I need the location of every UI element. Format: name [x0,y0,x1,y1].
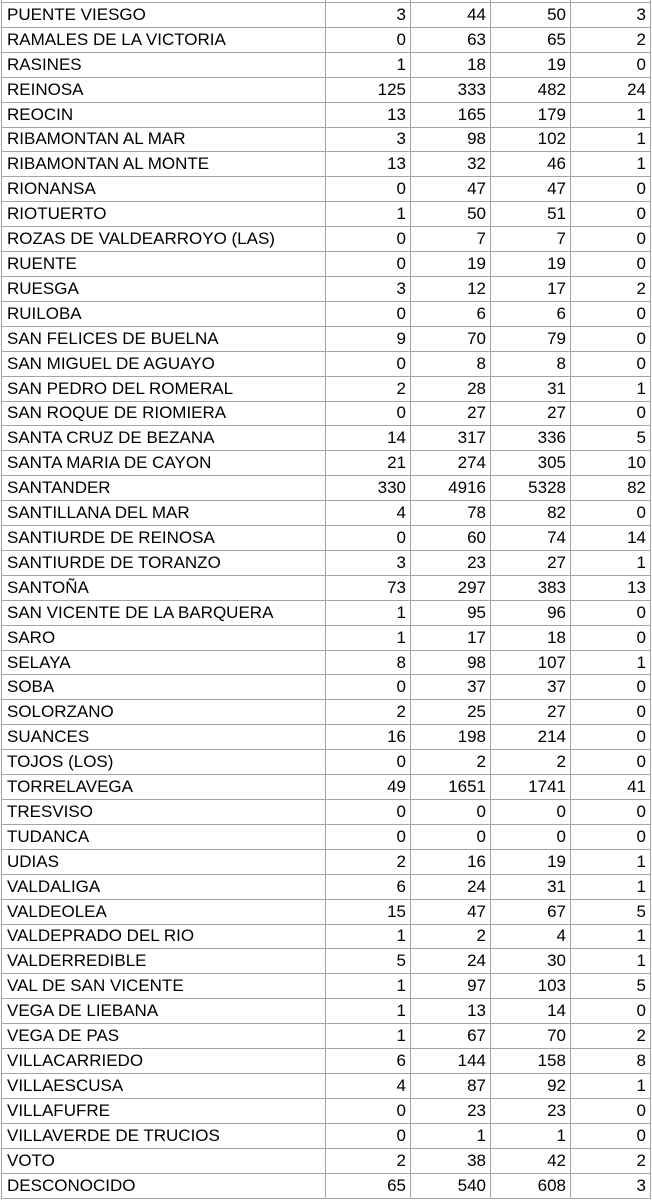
value-cell-2[interactable]: 18 [411,53,491,77]
municipality-cell[interactable]: SUANCES [2,725,326,749]
value-cell-4[interactable]: 2 [571,1149,651,1173]
value-cell-2[interactable]: 28 [411,377,491,401]
municipality-cell[interactable]: PUENTE VIESGO [2,3,326,27]
value-cell-2[interactable]: 144 [411,1049,491,1073]
table-row [2,1149,651,1174]
value-cell-3[interactable]: 7 [491,227,571,251]
value-cell-2[interactable]: 47 [411,177,491,201]
value-cell-1[interactable]: 3 [326,277,411,301]
municipality-cell[interactable]: ROZAS DE VALDEARROYO (LAS) [2,227,326,251]
value-cell-2[interactable]: 0 [411,800,491,824]
municipality-cell[interactable]: TOJOS (LOS) [2,750,326,774]
value-cell-4[interactable]: 1 [571,103,651,127]
value-cell-3[interactable]: 6 [491,302,571,326]
value-cell-4[interactable]: 24 [571,78,651,102]
value-cell-4[interactable]: 2 [571,1024,651,1048]
value-cell-2[interactable]: 97 [411,974,491,998]
table-row [2,850,651,875]
municipality-cell[interactable]: RIBAMONTAN AL MONTE [2,152,326,176]
partial-cell [2,0,326,2]
table-row [2,651,651,676]
value-cell-2[interactable]: 0 [411,825,491,849]
value-cell-4[interactable]: 0 [571,999,651,1023]
table-row [2,277,651,302]
municipality-cell[interactable]: VALDEPRADO DEL RIO [2,925,326,949]
value-cell-4[interactable]: 0 [571,177,651,201]
value-cell-1[interactable]: 0 [326,825,411,849]
value-cell-1[interactable]: 6 [326,1049,411,1073]
value-cell-1[interactable]: 21 [326,451,411,475]
value-cell-1[interactable]: 16 [326,725,411,749]
value-cell-1[interactable]: 2 [326,700,411,724]
value-cell-3[interactable]: 92 [491,1074,571,1098]
value-cell-4[interactable]: 0 [571,352,651,376]
value-cell-3[interactable]: 0 [491,825,571,849]
value-cell-1[interactable]: 0 [326,252,411,276]
table-row [2,327,651,352]
value-cell-4[interactable]: 1 [571,128,651,152]
municipality-cell[interactable]: VALDALIGA [2,875,326,899]
table-row [2,103,651,128]
value-cell-3[interactable]: 96 [491,601,571,625]
municipality-cell[interactable]: SELAYA [2,651,326,675]
value-cell-2[interactable]: 60 [411,526,491,550]
municipality-cell[interactable]: SAN FELICES DE BUELNA [2,327,326,351]
value-cell-3[interactable]: 19 [491,850,571,874]
value-cell-1[interactable]: 3 [326,128,411,152]
value-cell-4[interactable]: 5 [571,426,651,450]
table-row [2,1074,651,1099]
value-cell-4[interactable]: 10 [571,451,651,475]
value-cell-2[interactable]: 47 [411,900,491,924]
table-row [2,476,651,501]
value-cell-3[interactable]: 31 [491,875,571,899]
municipality-cell[interactable]: SOBA [2,675,326,699]
value-cell-2[interactable]: 297 [411,576,491,600]
value-cell-1[interactable]: 0 [326,526,411,550]
value-cell-3[interactable]: 82 [491,501,571,525]
table-row [2,352,651,377]
value-cell-3[interactable]: 27 [491,551,571,575]
value-cell-4[interactable]: 14 [571,526,651,550]
table-row [2,1099,651,1124]
value-cell-4[interactable]: 1 [571,925,651,949]
value-cell-1[interactable]: 65 [326,1174,411,1198]
value-cell-3[interactable]: 31 [491,377,571,401]
value-cell-3[interactable]: 65 [491,28,571,52]
partial-cell [491,0,571,2]
value-cell-2[interactable]: 44 [411,3,491,27]
partial-cell [411,0,491,2]
municipality-cell[interactable]: RUESGA [2,277,326,301]
value-cell-2[interactable]: 95 [411,601,491,625]
municipality-cell[interactable]: SANTOÑA [2,576,326,600]
municipality-cell[interactable]: SAN VICENTE DE LA BARQUERA [2,601,326,625]
table-row [2,53,651,78]
value-cell-1[interactable]: 1 [326,626,411,650]
value-cell-1[interactable]: 1 [326,925,411,949]
municipality-cell[interactable]: VILLAVERDE DE TRUCIOS [2,1124,326,1148]
value-cell-2[interactable]: 98 [411,651,491,675]
value-cell-3[interactable]: 179 [491,103,571,127]
value-cell-2[interactable]: 198 [411,725,491,749]
municipality-cell[interactable]: TORRELAVEGA [2,775,326,799]
table-row [2,426,651,451]
value-cell-3[interactable]: 214 [491,725,571,749]
value-cell-1[interactable]: 4 [326,1074,411,1098]
municipality-cell[interactable]: TUDANCA [2,825,326,849]
value-cell-3[interactable]: 14 [491,999,571,1023]
value-cell-1[interactable]: 2 [326,377,411,401]
value-cell-4[interactable]: 82 [571,476,651,500]
value-cell-4[interactable]: 0 [571,1099,651,1123]
value-cell-1[interactable]: 1 [326,999,411,1023]
municipality-cell[interactable]: SANTILLANA DEL MAR [2,501,326,525]
value-cell-1[interactable]: 1 [326,601,411,625]
value-cell-1[interactable]: 5 [326,949,411,973]
value-cell-4[interactable]: 3 [571,3,651,27]
value-cell-3[interactable]: 103 [491,974,571,998]
value-cell-3[interactable]: 107 [491,651,571,675]
table-row [2,725,651,750]
value-cell-4[interactable]: 1 [571,949,651,973]
table-row [2,900,651,925]
value-cell-1[interactable]: 0 [326,352,411,376]
municipality-cell[interactable]: SAN ROQUE DE RIOMIERA [2,402,326,426]
table-row [2,202,651,227]
value-cell-2[interactable]: 12 [411,277,491,301]
value-cell-2[interactable]: 7 [411,227,491,251]
value-cell-2[interactable]: 78 [411,501,491,525]
value-cell-3[interactable]: 70 [491,1024,571,1048]
municipality-cell[interactable]: SARO [2,626,326,650]
value-cell-2[interactable]: 17 [411,626,491,650]
value-cell-4[interactable]: 13 [571,576,651,600]
value-cell-4[interactable]: 0 [571,700,651,724]
value-cell-1[interactable]: 1 [326,974,411,998]
value-cell-1[interactable]: 9 [326,327,411,351]
value-cell-1[interactable]: 1 [326,53,411,77]
value-cell-2[interactable]: 24 [411,875,491,899]
value-cell-4[interactable]: 3 [571,1174,651,1198]
value-cell-2[interactable]: 23 [411,551,491,575]
table-row [2,302,651,327]
table-row [2,402,651,427]
value-cell-3[interactable]: 158 [491,1049,571,1073]
value-cell-4[interactable]: 0 [571,202,651,226]
value-cell-2[interactable]: 2 [411,750,491,774]
municipality-cell[interactable]: RIONANSA [2,177,326,201]
value-cell-1[interactable]: 3 [326,3,411,27]
value-cell-1[interactable]: 1 [326,202,411,226]
municipality-cell[interactable]: VEGA DE LIEBANA [2,999,326,1023]
value-cell-4[interactable]: 41 [571,775,651,799]
municipality-cell[interactable]: SAN MIGUEL DE AGUAYO [2,352,326,376]
value-cell-4[interactable]: 0 [571,601,651,625]
table-row [2,974,651,999]
value-cell-1[interactable]: 3 [326,551,411,575]
table-row [2,1049,651,1074]
table-row [2,451,651,476]
value-cell-2[interactable]: 67 [411,1024,491,1048]
value-cell-4[interactable]: 0 [571,675,651,699]
value-cell-3[interactable]: 74 [491,526,571,550]
value-cell-2[interactable]: 87 [411,1074,491,1098]
value-cell-3[interactable]: 47 [491,177,571,201]
value-cell-2[interactable]: 1 [411,1124,491,1148]
table-row [2,78,651,103]
value-cell-4[interactable]: 1 [571,1074,651,1098]
value-cell-2[interactable]: 317 [411,426,491,450]
value-cell-3[interactable]: 30 [491,949,571,973]
value-cell-4[interactable]: 0 [571,402,651,426]
value-cell-2[interactable]: 19 [411,252,491,276]
municipality-cell[interactable]: SANTIURDE DE REINOSA [2,526,326,550]
value-cell-4[interactable]: 1 [571,875,651,899]
value-cell-2[interactable]: 27 [411,402,491,426]
table-row [2,28,651,53]
value-cell-4[interactable]: 0 [571,1124,651,1148]
table-row [2,1174,651,1199]
table-row [2,551,651,576]
table-row [2,601,651,626]
value-cell-4[interactable]: 5 [571,900,651,924]
value-cell-1[interactable]: 1 [326,1024,411,1048]
table-row [2,750,651,775]
table-rows-container [2,3,651,1199]
table-row [2,675,651,700]
value-cell-2[interactable]: 16 [411,850,491,874]
value-cell-4[interactable]: 0 [571,501,651,525]
table-row [2,526,651,551]
value-cell-2[interactable]: 70 [411,327,491,351]
table-row [2,700,651,725]
value-cell-3[interactable]: 8 [491,352,571,376]
table-row [2,1124,651,1149]
value-cell-4[interactable]: 0 [571,825,651,849]
value-cell-1[interactable]: 0 [326,1124,411,1148]
value-cell-1[interactable]: 13 [326,152,411,176]
value-cell-2[interactable]: 6 [411,302,491,326]
table-row [2,227,651,252]
value-cell-1[interactable]: 2 [326,850,411,874]
value-cell-3[interactable]: 336 [491,426,571,450]
value-cell-3[interactable]: 0 [491,800,571,824]
value-cell-1[interactable]: 14 [326,426,411,450]
table-row [2,626,651,651]
table-row [2,800,651,825]
value-cell-3[interactable]: 18 [491,626,571,650]
value-cell-3[interactable]: 482 [491,78,571,102]
municipality-cell[interactable]: REOCIN [2,103,326,127]
municipality-cell[interactable]: TRESVISO [2,800,326,824]
value-cell-3[interactable]: 1 [491,1124,571,1148]
value-cell-1[interactable]: 0 [326,1099,411,1123]
value-cell-4[interactable]: 5 [571,974,651,998]
municipality-cell[interactable]: SANTANDER [2,476,326,500]
value-cell-2[interactable]: 37 [411,675,491,699]
value-cell-2[interactable]: 1651 [411,775,491,799]
partial-cell [571,0,651,2]
value-cell-3[interactable]: 19 [491,53,571,77]
table-row [2,3,651,28]
value-cell-2[interactable]: 333 [411,78,491,102]
value-cell-2[interactable]: 24 [411,949,491,973]
value-cell-3[interactable]: 19 [491,252,571,276]
municipality-cell[interactable]: VOTO [2,1149,326,1173]
table-row [2,1024,651,1049]
value-cell-2[interactable]: 23 [411,1099,491,1123]
value-cell-4[interactable]: 0 [571,750,651,774]
value-cell-2[interactable]: 4916 [411,476,491,500]
value-cell-1[interactable]: 4 [326,501,411,525]
value-cell-4[interactable]: 1 [571,152,651,176]
value-cell-1[interactable]: 2 [326,1149,411,1173]
municipality-cell[interactable]: VEGA DE PAS [2,1024,326,1048]
table-row [2,949,651,974]
value-cell-3[interactable]: 46 [491,152,571,176]
municipality-cell[interactable]: VAL DE SAN VICENTE [2,974,326,998]
value-cell-3[interactable]: 102 [491,128,571,152]
value-cell-2[interactable]: 32 [411,152,491,176]
municipality-cell[interactable]: VALDERREDIBLE [2,949,326,973]
value-cell-1[interactable]: 0 [326,675,411,699]
value-cell-2[interactable]: 38 [411,1149,491,1173]
value-cell-3[interactable]: 1741 [491,775,571,799]
value-cell-4[interactable]: 8 [571,1049,651,1073]
municipality-cell[interactable]: RUILOBA [2,302,326,326]
table-row [2,875,651,900]
value-cell-2[interactable]: 25 [411,700,491,724]
table-row [2,152,651,177]
value-cell-4[interactable]: 0 [571,53,651,77]
value-cell-1[interactable]: 0 [326,302,411,326]
value-cell-4[interactable]: 2 [571,277,651,301]
value-cell-3[interactable]: 51 [491,202,571,226]
municipality-cell[interactable]: VILLACARRIEDO [2,1049,326,1073]
value-cell-2[interactable]: 98 [411,128,491,152]
table-row [2,377,651,402]
value-cell-4[interactable]: 0 [571,252,651,276]
table-row [2,252,651,277]
value-cell-1[interactable]: 0 [326,177,411,201]
value-cell-1[interactable]: 330 [326,476,411,500]
value-cell-3[interactable]: 4 [491,925,571,949]
municipality-cell[interactable]: RUENTE [2,252,326,276]
municipality-cell[interactable]: RASINES [2,53,326,77]
value-cell-1[interactable]: 0 [326,800,411,824]
value-cell-3[interactable]: 2 [491,750,571,774]
value-cell-2[interactable]: 8 [411,352,491,376]
value-cell-3[interactable]: 383 [491,576,571,600]
municipality-cell[interactable]: RIOTUERTO [2,202,326,226]
value-cell-3[interactable]: 67 [491,900,571,924]
value-cell-3[interactable]: 17 [491,277,571,301]
partial-cell [326,0,411,2]
value-cell-2[interactable]: 165 [411,103,491,127]
municipality-cell[interactable]: REINOSA [2,78,326,102]
table-row [2,501,651,526]
table-row [2,128,651,153]
municipality-cell[interactable]: SANTIURDE DE TORANZO [2,551,326,575]
value-cell-4[interactable]: 0 [571,626,651,650]
municipality-cell[interactable]: VILLAESCUSA [2,1074,326,1098]
value-cell-3[interactable]: 50 [491,3,571,27]
value-cell-4[interactable]: 1 [571,850,651,874]
municipality-cell[interactable]: SANTA CRUZ DE BEZANA [2,426,326,450]
value-cell-4[interactable]: 1 [571,551,651,575]
value-cell-3[interactable]: 23 [491,1099,571,1123]
value-cell-3[interactable]: 5328 [491,476,571,500]
value-cell-3[interactable]: 305 [491,451,571,475]
municipality-cell[interactable]: VILLAFUFRE [2,1099,326,1123]
table-row [2,576,651,601]
value-cell-1[interactable]: 15 [326,900,411,924]
municipality-cell[interactable]: SANTA MARIA DE CAYON [2,451,326,475]
value-cell-4[interactable]: 0 [571,327,651,351]
municipality-cell[interactable]: UDIAS [2,850,326,874]
value-cell-4[interactable]: 1 [571,651,651,675]
value-cell-1[interactable]: 125 [326,78,411,102]
municipality-cell[interactable]: SOLORZANO [2,700,326,724]
value-cell-3[interactable]: 27 [491,402,571,426]
municipality-cell[interactable]: RAMALES DE LA VICTORIA [2,28,326,52]
value-cell-2[interactable]: 13 [411,999,491,1023]
value-cell-3[interactable]: 27 [491,700,571,724]
value-cell-1[interactable]: 49 [326,775,411,799]
spreadsheet-table [1,0,651,1199]
value-cell-4[interactable]: 1 [571,377,651,401]
value-cell-1[interactable]: 0 [326,28,411,52]
value-cell-2[interactable]: 540 [411,1174,491,1198]
value-cell-4[interactable]: 2 [571,28,651,52]
value-cell-4[interactable]: 0 [571,227,651,251]
value-cell-2[interactable]: 2 [411,925,491,949]
municipality-cell[interactable]: DESCONOCIDO [2,1174,326,1198]
value-cell-4[interactable]: 0 [571,302,651,326]
value-cell-1[interactable]: 0 [326,402,411,426]
table-row [2,925,651,950]
municipality-cell[interactable]: RIBAMONTAN AL MAR [2,128,326,152]
value-cell-2[interactable]: 50 [411,202,491,226]
table-row [2,177,651,202]
value-cell-3[interactable]: 79 [491,327,571,351]
value-cell-3[interactable]: 37 [491,675,571,699]
value-cell-4[interactable]: 0 [571,725,651,749]
value-cell-1[interactable]: 6 [326,875,411,899]
value-cell-2[interactable]: 274 [411,451,491,475]
value-cell-3[interactable]: 608 [491,1174,571,1198]
table-row [2,999,651,1024]
municipality-cell[interactable]: SAN PEDRO DEL ROMERAL [2,377,326,401]
value-cell-1[interactable]: 13 [326,103,411,127]
value-cell-3[interactable]: 42 [491,1149,571,1173]
table-row [2,825,651,850]
value-cell-1[interactable]: 8 [326,651,411,675]
value-cell-4[interactable]: 0 [571,800,651,824]
value-cell-2[interactable]: 63 [411,28,491,52]
value-cell-1[interactable]: 0 [326,227,411,251]
value-cell-1[interactable]: 0 [326,750,411,774]
table-row [2,775,651,800]
value-cell-1[interactable]: 73 [326,576,411,600]
municipality-cell[interactable]: VALDEOLEA [2,900,326,924]
